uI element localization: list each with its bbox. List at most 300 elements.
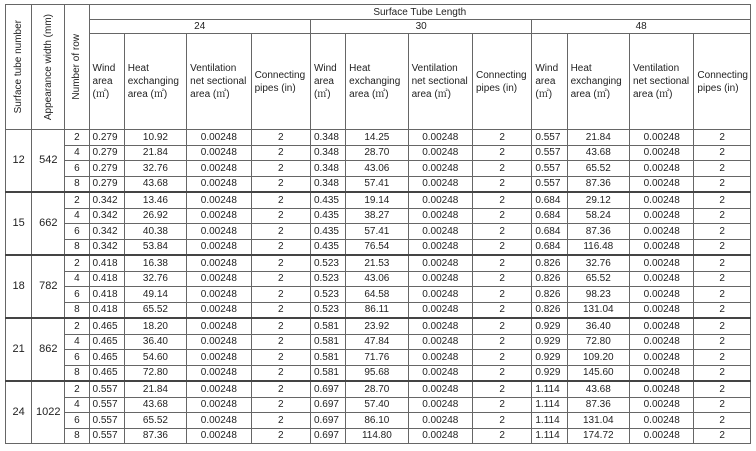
table-cell: 43.68 <box>124 397 186 413</box>
table-cell: 87.36 <box>567 176 629 192</box>
table-cell: 0.581 <box>310 334 345 350</box>
table-cell: 0.00248 <box>629 176 693 192</box>
table-cell: 28.70 <box>346 381 408 397</box>
table-cell: 131.04 <box>567 413 629 429</box>
table-cell: 2 <box>694 318 751 334</box>
table-cell: 2 <box>251 176 310 192</box>
table-cell: 32.76 <box>124 161 186 177</box>
table-cell: 65.52 <box>124 302 186 318</box>
table-cell: 0.418 <box>89 302 124 318</box>
table-cell: 18.20 <box>124 318 186 334</box>
table-cell: 0.00248 <box>408 271 472 287</box>
table-cell: 0.684 <box>532 239 567 255</box>
table-cell: 0.697 <box>310 428 345 444</box>
table-cell: 0.697 <box>310 397 345 413</box>
table-cell: 2 <box>694 208 751 224</box>
table-cell: 43.68 <box>567 381 629 397</box>
table-cell: 2 <box>251 224 310 240</box>
table-cell: 0.00248 <box>629 381 693 397</box>
table-cell: 116.48 <box>567 239 629 255</box>
table-cell: 2 <box>472 302 531 318</box>
table-cell: 2 <box>472 145 531 161</box>
row-count-cell: 6 <box>65 413 89 429</box>
table-cell: 0.435 <box>310 224 345 240</box>
table-cell: 0.523 <box>310 271 345 287</box>
table-cell: 0.435 <box>310 192 345 208</box>
ventilation-header: Ventilation net sectional area (㎡) <box>408 34 472 130</box>
table-cell: 2 <box>694 176 751 192</box>
table-cell: 0.00248 <box>187 287 251 303</box>
table-cell: 0.00248 <box>187 161 251 177</box>
table-cell: 0.557 <box>89 381 124 397</box>
table-cell: 0.00248 <box>629 365 693 381</box>
table-cell: 76.54 <box>346 239 408 255</box>
wind-area-header: Wind area (㎡) <box>89 34 124 130</box>
table-cell: 0.00248 <box>629 413 693 429</box>
table-cell: 114.80 <box>346 428 408 444</box>
table-cell: 2 <box>694 365 751 381</box>
wind-area-header: Wind area (㎡) <box>532 34 567 130</box>
table-cell: 0.465 <box>89 334 124 350</box>
table-cell: 0.00248 <box>408 130 472 146</box>
table-cell: 0.418 <box>89 287 124 303</box>
table-cell: 2 <box>251 350 310 366</box>
table-cell: 2 <box>694 145 751 161</box>
table-cell: 2 <box>694 350 751 366</box>
table-cell: 0.00248 <box>408 145 472 161</box>
table-body <box>6 130 751 444</box>
table-cell: 43.68 <box>124 176 186 192</box>
table-cell: 21.84 <box>124 381 186 397</box>
table-cell: 0.465 <box>89 365 124 381</box>
table-cell: 0.00248 <box>187 318 251 334</box>
surface-tube-number-cell: 24 <box>6 381 32 444</box>
table-cell: 2 <box>694 239 751 255</box>
wind-area-header: Wind area (㎡) <box>310 34 345 130</box>
table-cell: 1.114 <box>532 397 567 413</box>
table-cell: 0.929 <box>532 334 567 350</box>
table-row <box>6 428 751 444</box>
table-cell: 0.00248 <box>408 287 472 303</box>
ventilation-header: Ventilation net sectional area (㎡) <box>629 34 693 130</box>
row-count-cell: 8 <box>65 428 89 444</box>
surface-tube-number-cell: 18 <box>6 255 32 318</box>
table-cell: 0.00248 <box>408 413 472 429</box>
table-cell: 0.826 <box>532 287 567 303</box>
table-cell: 57.41 <box>346 224 408 240</box>
table-cell: 0.435 <box>310 208 345 224</box>
row-count-cell: 4 <box>65 397 89 413</box>
table-cell: 2 <box>251 130 310 146</box>
table-cell: 0.00248 <box>187 302 251 318</box>
table-row <box>6 302 751 318</box>
table-cell: 0.00248 <box>408 397 472 413</box>
table-cell: 65.52 <box>567 271 629 287</box>
table-cell: 36.40 <box>124 334 186 350</box>
table-cell: 0.684 <box>532 208 567 224</box>
table-cell: 2 <box>694 302 751 318</box>
table-cell: 2 <box>694 161 751 177</box>
table-row <box>6 381 751 397</box>
table-cell: 0.826 <box>532 302 567 318</box>
table-cell: 0.697 <box>310 381 345 397</box>
table-cell: 0.348 <box>310 161 345 177</box>
table-row <box>6 192 751 208</box>
row-count-cell: 2 <box>65 318 89 334</box>
table-cell: 0.342 <box>89 208 124 224</box>
row-count-cell: 8 <box>65 302 89 318</box>
table-cell: 0.465 <box>89 318 124 334</box>
table-row <box>6 239 751 255</box>
surface-tube-number-cell: 12 <box>6 130 32 193</box>
table-row <box>6 145 751 161</box>
table-row <box>6 413 751 429</box>
table-cell: 2 <box>694 428 751 444</box>
table-cell: 0.00248 <box>187 255 251 271</box>
table-cell: 87.36 <box>567 397 629 413</box>
row-count-cell: 2 <box>65 130 89 146</box>
table-cell: 2 <box>694 192 751 208</box>
table-cell: 2 <box>694 255 751 271</box>
table-cell: 0.697 <box>310 413 345 429</box>
table-cell: 0.00248 <box>187 397 251 413</box>
table-cell: 2 <box>472 255 531 271</box>
table-cell: 2 <box>251 255 310 271</box>
table-cell: 0.279 <box>89 161 124 177</box>
table-cell: 2 <box>251 192 310 208</box>
table-cell: 2 <box>251 381 310 397</box>
table-cell: 0.00248 <box>629 334 693 350</box>
connecting-pipes-header: Connecting pipes (in) <box>251 34 310 130</box>
table-cell: 0.00248 <box>408 176 472 192</box>
table-cell: 0.348 <box>310 176 345 192</box>
length-24-header: 24 <box>89 20 310 34</box>
length-30-header: 30 <box>310 20 531 34</box>
table-cell: 53.84 <box>124 239 186 255</box>
row-count-cell: 2 <box>65 381 89 397</box>
table-cell: 13.46 <box>124 192 186 208</box>
table-cell: 2 <box>694 413 751 429</box>
table-cell: 2 <box>472 208 531 224</box>
table-cell: 2 <box>472 428 531 444</box>
table-cell: 1.114 <box>532 413 567 429</box>
table-cell: 0.557 <box>89 428 124 444</box>
table-row <box>6 397 751 413</box>
table-row <box>6 208 751 224</box>
table-cell: 131.04 <box>567 302 629 318</box>
table-cell: 0.00248 <box>408 365 472 381</box>
table-cell: 2 <box>694 224 751 240</box>
table-cell: 98.23 <box>567 287 629 303</box>
table-row <box>6 271 751 287</box>
table-cell: 0.00248 <box>408 161 472 177</box>
table-cell: 174.72 <box>567 428 629 444</box>
table-cell: 87.36 <box>124 428 186 444</box>
connecting-pipes-header: Connecting pipes (in) <box>694 34 751 130</box>
table-cell: 2 <box>251 318 310 334</box>
table-row <box>6 255 751 271</box>
table-cell: 145.60 <box>567 365 629 381</box>
table-cell: 71.76 <box>346 350 408 366</box>
table-cell: 0.00248 <box>187 224 251 240</box>
surface-tube-length-header: Surface Tube Length <box>89 5 750 20</box>
row-count-cell: 8 <box>65 365 89 381</box>
table-cell: 0.929 <box>532 318 567 334</box>
table-cell: 2 <box>251 145 310 161</box>
table-cell: 2 <box>251 208 310 224</box>
table-row <box>6 287 751 303</box>
table-cell: 109.20 <box>567 350 629 366</box>
table-cell: 43.06 <box>346 161 408 177</box>
table-cell: 2 <box>472 130 531 146</box>
table-cell: 0.00248 <box>408 381 472 397</box>
table-cell: 0.348 <box>310 130 345 146</box>
table-cell: 0.00248 <box>408 239 472 255</box>
table-cell: 0.00248 <box>629 130 693 146</box>
table-cell: 2 <box>472 161 531 177</box>
table-cell: 0.418 <box>89 271 124 287</box>
table-cell: 0.00248 <box>629 318 693 334</box>
length-48-header: 48 <box>532 20 751 34</box>
appearance-width-header: Appearance width (mm) <box>32 5 65 130</box>
table-cell: 0.279 <box>89 130 124 146</box>
table-cell: 2 <box>251 397 310 413</box>
table-cell: 26.92 <box>124 208 186 224</box>
table-cell: 0.00248 <box>629 145 693 161</box>
surface-tube-number-header: Surface tube number <box>6 5 32 130</box>
table-cell: 2 <box>472 176 531 192</box>
table-cell: 36.40 <box>567 318 629 334</box>
table-cell: 2 <box>472 334 531 350</box>
table-cell: 0.00248 <box>629 208 693 224</box>
table-cell: 0.00248 <box>629 255 693 271</box>
table-cell: 38.27 <box>346 208 408 224</box>
table-cell: 0.00248 <box>408 208 472 224</box>
heat-area-header: Heat exchanging area (㎡) <box>124 34 186 130</box>
table-cell: 2 <box>251 413 310 429</box>
table-cell: 2 <box>251 302 310 318</box>
table-cell: 87.36 <box>567 224 629 240</box>
table-cell: 14.25 <box>346 130 408 146</box>
table-cell: 0.00248 <box>187 271 251 287</box>
table-cell: 0.279 <box>89 176 124 192</box>
table-cell: 86.10 <box>346 413 408 429</box>
table-cell: 21.84 <box>567 130 629 146</box>
table-cell: 2 <box>694 271 751 287</box>
table-cell: 0.557 <box>89 397 124 413</box>
table-cell: 54.60 <box>124 350 186 366</box>
table-cell: 2 <box>472 271 531 287</box>
row-count-cell: 8 <box>65 239 89 255</box>
appearance-width-cell: 542 <box>32 130 65 193</box>
table-cell: 0.684 <box>532 192 567 208</box>
table-cell: 0.00248 <box>187 239 251 255</box>
table-cell: 0.00248 <box>629 428 693 444</box>
heat-area-header: Heat exchanging area (㎡) <box>346 34 408 130</box>
table-cell: 0.00248 <box>187 350 251 366</box>
heat-area-header: Heat exchanging area (㎡) <box>567 34 629 130</box>
row-count-cell: 6 <box>65 287 89 303</box>
table-cell: 0.00248 <box>187 413 251 429</box>
table-cell: 32.76 <box>567 255 629 271</box>
row-count-cell: 6 <box>65 224 89 240</box>
table-cell: 0.557 <box>532 161 567 177</box>
table-cell: 2 <box>472 239 531 255</box>
table-cell: 2 <box>472 381 531 397</box>
table-cell: 1.114 <box>532 428 567 444</box>
table-cell: 2 <box>472 413 531 429</box>
row-count-cell: 2 <box>65 192 89 208</box>
table-cell: 0.00248 <box>629 302 693 318</box>
table-row <box>6 161 751 177</box>
table-cell: 16.38 <box>124 255 186 271</box>
table-cell: 0.342 <box>89 224 124 240</box>
table-cell: 0.929 <box>532 350 567 366</box>
surface-tube-spec-table <box>5 4 751 444</box>
table-header <box>6 5 751 130</box>
table-cell: 0.465 <box>89 350 124 366</box>
row-count-cell: 8 <box>65 176 89 192</box>
table-cell: 0.00248 <box>187 334 251 350</box>
table-cell: 0.279 <box>89 145 124 161</box>
row-count-cell: 6 <box>65 350 89 366</box>
table-cell: 95.68 <box>346 365 408 381</box>
table-cell: 0.523 <box>310 302 345 318</box>
table-row <box>6 176 751 192</box>
table-cell: 2 <box>694 381 751 397</box>
table-cell: 64.58 <box>346 287 408 303</box>
appearance-width-cell: 782 <box>32 255 65 318</box>
table-cell: 2 <box>694 287 751 303</box>
table-cell: 58.24 <box>567 208 629 224</box>
row-count-cell: 4 <box>65 271 89 287</box>
row-count-cell: 2 <box>65 255 89 271</box>
table-cell: 0.826 <box>532 271 567 287</box>
table-cell: 0.00248 <box>187 176 251 192</box>
table-cell: 0.00248 <box>187 365 251 381</box>
table-cell: 23.92 <box>346 318 408 334</box>
row-count-cell: 6 <box>65 161 89 177</box>
table-cell: 0.342 <box>89 192 124 208</box>
table-cell: 0.523 <box>310 255 345 271</box>
appearance-width-cell: 862 <box>32 318 65 381</box>
table-cell: 0.00248 <box>408 255 472 271</box>
table-cell: 0.00248 <box>629 192 693 208</box>
table-cell: 86.11 <box>346 302 408 318</box>
table-cell: 0.00248 <box>629 271 693 287</box>
table-cell: 2 <box>251 428 310 444</box>
table-cell: 0.00248 <box>187 428 251 444</box>
table-cell: 19.14 <box>346 192 408 208</box>
table-cell: 72.80 <box>567 334 629 350</box>
table-cell: 72.80 <box>124 365 186 381</box>
table-cell: 0.557 <box>89 413 124 429</box>
table-cell: 2 <box>472 397 531 413</box>
table-cell: 47.84 <box>346 334 408 350</box>
table-cell: 2 <box>694 130 751 146</box>
table-cell: 0.00248 <box>629 397 693 413</box>
table-cell: 0.557 <box>532 176 567 192</box>
table-cell: 0.00248 <box>408 192 472 208</box>
table-cell: 0.00248 <box>187 208 251 224</box>
table-cell: 0.00248 <box>187 130 251 146</box>
table-cell: 40.38 <box>124 224 186 240</box>
table-cell: 0.581 <box>310 365 345 381</box>
table-cell: 2 <box>472 224 531 240</box>
table-cell: 2 <box>472 287 531 303</box>
table-cell: 0.00248 <box>629 161 693 177</box>
table-row <box>6 224 751 240</box>
number-of-row-header: Number of row <box>65 5 89 130</box>
table-cell: 0.684 <box>532 224 567 240</box>
table-cell: 0.00248 <box>187 381 251 397</box>
table-cell: 2 <box>472 192 531 208</box>
table-cell: 32.76 <box>124 271 186 287</box>
table-cell: 2 <box>251 271 310 287</box>
table-cell: 2 <box>472 350 531 366</box>
table-cell: 21.53 <box>346 255 408 271</box>
table-row <box>6 334 751 350</box>
table-cell: 0.00248 <box>629 224 693 240</box>
table-cell: 57.40 <box>346 397 408 413</box>
table-cell: 21.84 <box>124 145 186 161</box>
table-cell: 0.581 <box>310 350 345 366</box>
connecting-pipes-header: Connecting pipes (in) <box>472 34 531 130</box>
table-cell: 0.523 <box>310 287 345 303</box>
appearance-width-cell: 1022 <box>32 381 65 444</box>
table-cell: 2 <box>251 365 310 381</box>
table-cell: 2 <box>694 397 751 413</box>
table-cell: 0.00248 <box>408 428 472 444</box>
table-cell: 0.00248 <box>629 350 693 366</box>
table-row <box>6 318 751 334</box>
surface-tube-number-cell: 21 <box>6 318 32 381</box>
table-cell: 65.52 <box>124 413 186 429</box>
table-cell: 0.00248 <box>629 287 693 303</box>
row-count-cell: 4 <box>65 208 89 224</box>
table-row <box>6 130 751 146</box>
table-cell: 0.929 <box>532 365 567 381</box>
table-cell: 2 <box>251 161 310 177</box>
table-cell: 0.342 <box>89 239 124 255</box>
appearance-width-cell: 662 <box>32 192 65 255</box>
ventilation-header: Ventilation net sectional area (㎡) <box>187 34 251 130</box>
table-cell: 2 <box>472 365 531 381</box>
table-cell: 0.581 <box>310 318 345 334</box>
table-cell: 2 <box>251 334 310 350</box>
table-cell: 2 <box>694 334 751 350</box>
table-row <box>6 365 751 381</box>
table-cell: 57.41 <box>346 176 408 192</box>
table-cell: 0.557 <box>532 130 567 146</box>
table-cell: 0.826 <box>532 255 567 271</box>
table-cell: 29.12 <box>567 192 629 208</box>
row-count-cell: 4 <box>65 145 89 161</box>
table-cell: 0.00248 <box>408 302 472 318</box>
table-cell: 2 <box>251 239 310 255</box>
table-cell: 2 <box>251 287 310 303</box>
table-cell: 1.114 <box>532 381 567 397</box>
table-cell: 0.00248 <box>408 350 472 366</box>
table-cell: 0.00248 <box>408 334 472 350</box>
table-cell: 43.06 <box>346 271 408 287</box>
table-cell: 0.348 <box>310 145 345 161</box>
table-cell: 43.68 <box>567 145 629 161</box>
table-cell: 0.00248 <box>187 145 251 161</box>
table-cell: 0.00248 <box>187 192 251 208</box>
table-cell: 10.92 <box>124 130 186 146</box>
table-cell: 0.00248 <box>408 318 472 334</box>
